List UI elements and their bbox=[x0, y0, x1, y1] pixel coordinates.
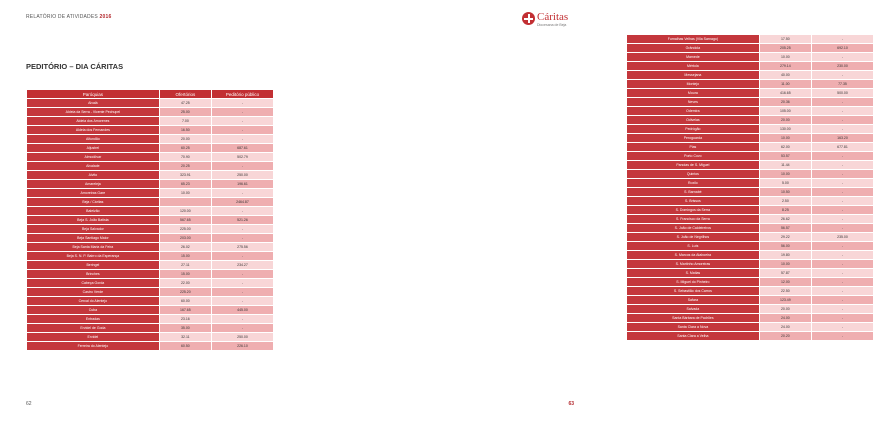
offering-value: 19.80 bbox=[760, 251, 811, 259]
parish-name: S. João de Negrilhos bbox=[627, 233, 759, 241]
table-row bbox=[627, 161, 873, 169]
table-row bbox=[27, 324, 273, 332]
offering-value: 105.00 bbox=[760, 107, 811, 115]
parish-name: Odivelas bbox=[627, 116, 759, 124]
parish-name: Beja S. João Batista bbox=[27, 216, 159, 224]
offering-value: 167.65 bbox=[160, 306, 211, 314]
offering-value: 60.00 bbox=[160, 297, 211, 305]
parish-name: Santa Clara a Velha bbox=[627, 332, 759, 340]
offering-value: 2.50 bbox=[760, 197, 811, 205]
offering-value: 29.22 bbox=[760, 233, 811, 241]
public-collection-value: - bbox=[812, 278, 873, 286]
public-collection-value: - bbox=[812, 71, 873, 79]
offering-value: 35.00 bbox=[160, 324, 211, 332]
parish-name: Amoreiras Gare bbox=[27, 189, 159, 197]
table-row bbox=[27, 180, 273, 188]
public-collection-value: 230.00 bbox=[812, 62, 873, 70]
table-row bbox=[627, 323, 873, 331]
parish-name: S. Barnabé bbox=[627, 188, 759, 196]
column-header-public-collection: Peditório público bbox=[212, 90, 273, 98]
parish-name: Amareleja bbox=[27, 180, 159, 188]
table-row bbox=[27, 135, 273, 143]
table-row bbox=[627, 251, 873, 259]
parish-name: S. Matias bbox=[627, 269, 759, 277]
table-row bbox=[627, 206, 873, 214]
public-collection-value: - bbox=[812, 116, 873, 124]
offering-value: 15.00 bbox=[160, 252, 211, 260]
offering-value: 70.90 bbox=[160, 153, 211, 161]
table-row bbox=[627, 116, 873, 124]
public-collection-value: - bbox=[212, 162, 273, 170]
public-collection-value: - bbox=[812, 215, 873, 223]
public-collection-value: 677.81 bbox=[812, 143, 873, 151]
public-collection-value: 692.10 bbox=[812, 44, 873, 52]
public-collection-value: 500.00 bbox=[812, 89, 873, 97]
offering-value: 205.25 bbox=[760, 44, 811, 52]
table-row bbox=[27, 297, 273, 305]
table-row bbox=[627, 170, 873, 178]
table-row bbox=[627, 44, 873, 52]
parish-name: S. João de Caldeireiros bbox=[627, 224, 759, 232]
table-row bbox=[627, 242, 873, 250]
table-row bbox=[627, 71, 873, 79]
offering-value: 20.36 bbox=[760, 98, 811, 106]
parish-name: Ervidel bbox=[27, 333, 159, 341]
offering-value: 225.00 bbox=[160, 225, 211, 233]
table-row bbox=[27, 288, 273, 296]
table-row bbox=[27, 243, 273, 251]
offering-value: 27.11 bbox=[160, 261, 211, 269]
parish-name: Odemira bbox=[627, 107, 759, 115]
offering-value: 10.00 bbox=[760, 134, 811, 142]
page-number-left: 62 bbox=[26, 401, 32, 407]
table-row bbox=[27, 108, 273, 116]
public-collection-value: - bbox=[212, 99, 273, 107]
table-row bbox=[27, 189, 273, 197]
offering-value: 10.00 bbox=[160, 189, 211, 197]
public-collection-value: - bbox=[812, 161, 873, 169]
column-header-offerings: Ofertórios bbox=[160, 90, 211, 98]
parish-name: S. Martinho Amoreiras bbox=[627, 260, 759, 268]
column-header-parishes: Paróquias bbox=[27, 90, 159, 98]
parish-name: Pias bbox=[627, 143, 759, 151]
offering-value: 53.57 bbox=[760, 152, 811, 160]
public-collection-value: - bbox=[212, 225, 273, 233]
offering-value: 24.00 bbox=[760, 314, 811, 322]
parish-name: Cuba bbox=[27, 306, 159, 314]
table-row bbox=[627, 278, 873, 286]
public-collection-value: - bbox=[812, 152, 873, 160]
parish-name: Mamede bbox=[627, 53, 759, 61]
offering-value: 120.00 bbox=[160, 207, 211, 215]
parish-name: Ferreira do Alentejo bbox=[27, 342, 159, 350]
offering-value: 62.00 bbox=[760, 143, 811, 151]
public-collection-value: 521.26 bbox=[212, 216, 273, 224]
parish-name: Grândola bbox=[627, 44, 759, 52]
table-row bbox=[627, 188, 873, 196]
public-collection-value: - bbox=[212, 315, 273, 323]
parish-name: Beringel bbox=[27, 261, 159, 269]
section-title: PEDITÓRIO – DIA CÁRITAS bbox=[26, 62, 124, 71]
table-row bbox=[627, 332, 873, 340]
offering-value: 279.14 bbox=[760, 62, 811, 70]
public-collection-value: - bbox=[812, 98, 873, 106]
offering-value: 10.00 bbox=[760, 170, 811, 178]
table-row bbox=[627, 233, 873, 241]
table-row bbox=[627, 35, 873, 43]
table-row bbox=[27, 333, 273, 341]
parish-name: Ervidel de Goda bbox=[27, 324, 159, 332]
table-row bbox=[27, 234, 273, 242]
parish-name: S. Francisco da Serra bbox=[627, 215, 759, 223]
table-row bbox=[627, 314, 873, 322]
offering-value: 8.25 bbox=[760, 206, 811, 214]
parish-name: Quintos bbox=[627, 170, 759, 178]
parish-name: Alvalá bbox=[27, 99, 159, 107]
table-row bbox=[627, 143, 873, 151]
offering-value: 40.00 bbox=[760, 71, 811, 79]
offering-value: 17.50 bbox=[760, 35, 811, 43]
public-collection-value: - bbox=[212, 270, 273, 278]
public-collection-value: 275.56 bbox=[212, 243, 273, 251]
parish-name: Mértola bbox=[627, 62, 759, 70]
public-collection-value: - bbox=[812, 107, 873, 115]
table-row bbox=[27, 171, 273, 179]
parish-name: Entradas bbox=[27, 315, 159, 323]
public-collection-value: - bbox=[812, 269, 873, 277]
offering-value: 57.87 bbox=[760, 269, 811, 277]
public-collection-value: 234.27 bbox=[212, 261, 273, 269]
table-row bbox=[27, 207, 273, 215]
table-row bbox=[27, 225, 273, 233]
public-collection-value: 502.79 bbox=[212, 153, 273, 161]
public-collection-value: - bbox=[812, 314, 873, 322]
parish-name: Furnalhas Velhas (Vila Sarnago) bbox=[627, 35, 759, 43]
report-year: 2016 bbox=[99, 14, 112, 20]
public-collection-value: - bbox=[212, 234, 273, 242]
table-row bbox=[627, 62, 873, 70]
parish-name: S. Brissos bbox=[627, 197, 759, 205]
table-row bbox=[627, 125, 873, 133]
offering-value: 22.00 bbox=[160, 279, 211, 287]
public-collection-value: 2464.87 bbox=[212, 198, 273, 206]
offering-value: 60.50 bbox=[160, 342, 211, 350]
table-row bbox=[27, 126, 273, 134]
offering-value: 15.00 bbox=[160, 270, 211, 278]
offering-value: 26.02 bbox=[160, 243, 211, 251]
parish-name: Aldeia dos Amorenes bbox=[27, 117, 159, 125]
caritas-cross-icon bbox=[522, 12, 535, 25]
logo-name: Cáritas bbox=[537, 11, 569, 23]
parish-name: Baleizão bbox=[27, 207, 159, 215]
offering-value: 130.00 bbox=[760, 125, 811, 133]
parish-name: Aldeia dos Fernandes bbox=[27, 126, 159, 134]
public-collection-value: - bbox=[812, 287, 873, 295]
parish-name: Beja S. N. P. Bairro da Esperança bbox=[27, 252, 159, 260]
parish-name: Pedrógão bbox=[627, 125, 759, 133]
donations-table-left bbox=[26, 89, 274, 351]
public-collection-value: - bbox=[812, 188, 873, 196]
parish-name: Santa Clara a Nova bbox=[627, 323, 759, 331]
parish-name: Castro Verde bbox=[27, 288, 159, 296]
offering-value: 32.11 bbox=[160, 333, 211, 341]
public-collection-value: - bbox=[812, 179, 873, 187]
public-collection-value: 235.00 bbox=[812, 233, 873, 241]
offering-value: 10.50 bbox=[760, 188, 811, 196]
table-row bbox=[627, 305, 873, 313]
report-title: RELATÓRIO DE ATIVIDADES bbox=[26, 14, 98, 20]
offering-value: 11.00 bbox=[760, 80, 811, 88]
parish-name: Messejana bbox=[627, 71, 759, 79]
table-row bbox=[627, 269, 873, 277]
parish-name: Alvalade bbox=[27, 162, 159, 170]
table-row bbox=[27, 198, 273, 206]
parish-name: Almodôvar bbox=[27, 153, 159, 161]
public-collection-value: - bbox=[212, 324, 273, 332]
parish-name: Brinches bbox=[27, 270, 159, 278]
parish-name: Alfundão bbox=[27, 135, 159, 143]
offering-value: 60.25 bbox=[160, 144, 211, 152]
offering-value: 56.00 bbox=[760, 242, 811, 250]
public-collection-value: 687.61 bbox=[212, 144, 273, 152]
table-row bbox=[627, 197, 873, 205]
public-collection-value: - bbox=[812, 251, 873, 259]
public-collection-value: - bbox=[212, 108, 273, 116]
table-row bbox=[627, 296, 873, 304]
public-collection-value: - bbox=[212, 117, 273, 125]
offering-value: 20.25 bbox=[160, 162, 211, 170]
offering-value bbox=[160, 198, 211, 206]
public-collection-value: - bbox=[212, 252, 273, 260]
public-collection-value: - bbox=[812, 224, 873, 232]
offering-value: 20.00 bbox=[160, 135, 211, 143]
parish-name: Aldeia da Serra - Vicente Pechupel bbox=[27, 108, 159, 116]
parish-name: S. Marcos da Ataboeira bbox=[627, 251, 759, 259]
public-collection-value: - bbox=[812, 260, 873, 268]
public-collection-value: - bbox=[812, 53, 873, 61]
parish-name: Montejo bbox=[627, 80, 759, 88]
public-collection-value: 250.00 bbox=[212, 333, 273, 341]
table-row bbox=[627, 134, 873, 142]
parish-name: Aljustrel bbox=[27, 144, 159, 152]
offering-value: 24.00 bbox=[760, 323, 811, 331]
table-row bbox=[627, 224, 873, 232]
public-collection-value: - bbox=[812, 296, 873, 304]
offering-value: 323.91 bbox=[160, 171, 211, 179]
left-page bbox=[0, 0, 300, 424]
offering-value: 20.00 bbox=[760, 305, 811, 313]
public-collection-value: - bbox=[212, 279, 273, 287]
parish-name: Beja / Cáritas bbox=[27, 198, 159, 206]
table-row bbox=[627, 80, 873, 88]
public-collection-value: - bbox=[812, 332, 873, 340]
parish-name: Beja Santa Maria da Feira bbox=[27, 243, 159, 251]
table-row bbox=[27, 162, 273, 170]
parish-name: S. Luís bbox=[627, 242, 759, 250]
parish-name: Peroguarda bbox=[627, 134, 759, 142]
table-row bbox=[627, 89, 873, 97]
table-row bbox=[27, 153, 273, 161]
public-collection-value: 196.61 bbox=[212, 180, 273, 188]
parish-name: Neves bbox=[627, 98, 759, 106]
table-row bbox=[27, 342, 273, 350]
table-row bbox=[27, 306, 273, 314]
table-row bbox=[627, 260, 873, 268]
offering-value: 203.00 bbox=[160, 234, 211, 242]
offering-value: 23.16 bbox=[160, 315, 211, 323]
public-collection-value: - bbox=[812, 206, 873, 214]
parish-name: Panoias de S. Miguel bbox=[627, 161, 759, 169]
offering-value: 10.00 bbox=[760, 53, 811, 61]
offering-value: 56.57 bbox=[760, 224, 811, 232]
public-collection-value: 250.00 bbox=[212, 171, 273, 179]
public-collection-value: - bbox=[812, 242, 873, 250]
donations-table-right bbox=[626, 34, 874, 341]
public-collection-value: - bbox=[212, 135, 273, 143]
offering-value: 47.25 bbox=[160, 99, 211, 107]
parish-name: S. Miguel do Pinheiro bbox=[627, 278, 759, 286]
table-row bbox=[27, 315, 273, 323]
offering-value: 20.00 bbox=[760, 116, 811, 124]
public-collection-value: - bbox=[212, 288, 273, 296]
report-header bbox=[26, 14, 111, 20]
offering-value: 25.00 bbox=[160, 108, 211, 116]
offering-value: 10.00 bbox=[760, 260, 811, 268]
public-collection-value: - bbox=[812, 35, 873, 43]
public-collection-value: - bbox=[812, 197, 873, 205]
public-collection-value: 445.00 bbox=[212, 306, 273, 314]
offering-value: 65.23 bbox=[160, 180, 211, 188]
parish-name: Beja Salvador bbox=[27, 225, 159, 233]
offering-value: 12.00 bbox=[760, 278, 811, 286]
offering-value: 26.62 bbox=[760, 215, 811, 223]
table-row bbox=[627, 287, 873, 295]
table-row bbox=[627, 152, 873, 160]
public-collection-value: 163.20 bbox=[812, 134, 873, 142]
parish-name: Moura bbox=[627, 89, 759, 97]
parish-name: Porto Covo bbox=[627, 152, 759, 160]
public-collection-value: - bbox=[812, 305, 873, 313]
parish-name: Salvada bbox=[627, 305, 759, 313]
parish-name: Beja Santiago Maior bbox=[27, 234, 159, 242]
table-row bbox=[27, 279, 273, 287]
parish-name: S. Sebastião dos Carros bbox=[627, 287, 759, 295]
public-collection-value: - bbox=[812, 323, 873, 331]
parish-name: Cabeça Gorda bbox=[27, 279, 159, 287]
offering-value: 11.44 bbox=[760, 161, 811, 169]
parish-name: Alvito bbox=[27, 171, 159, 179]
offering-value: 16.50 bbox=[160, 126, 211, 134]
table-row bbox=[27, 144, 273, 152]
table-row bbox=[627, 215, 873, 223]
offering-value: 22.50 bbox=[760, 287, 811, 295]
parish-name: Cercal do Alentejo bbox=[27, 297, 159, 305]
offering-value: 20.20 bbox=[760, 332, 811, 340]
public-collection-value: 77.35 bbox=[812, 80, 873, 88]
logo-subtitle: Diocesana de Beja bbox=[537, 23, 567, 27]
parish-name: Safara bbox=[627, 296, 759, 304]
table-row bbox=[627, 98, 873, 106]
caritas-logo bbox=[522, 10, 576, 32]
public-collection-value: - bbox=[212, 189, 273, 197]
page-number-right: 63 bbox=[568, 401, 574, 407]
table-row bbox=[27, 261, 273, 269]
table-row bbox=[27, 252, 273, 260]
public-collection-value: - bbox=[812, 170, 873, 178]
public-collection-value: - bbox=[812, 125, 873, 133]
parish-name: S. Domingos da Serra bbox=[627, 206, 759, 214]
table-row bbox=[627, 53, 873, 61]
offering-value: 5.00 bbox=[760, 179, 811, 187]
public-collection-value: 226.10 bbox=[212, 342, 273, 350]
offering-value: 567.65 bbox=[160, 216, 211, 224]
public-collection-value: - bbox=[212, 207, 273, 215]
table-row bbox=[27, 117, 273, 125]
offering-value: 7.00 bbox=[160, 117, 211, 125]
public-collection-value: - bbox=[212, 126, 273, 134]
table-row bbox=[27, 99, 273, 107]
table-row bbox=[627, 179, 873, 187]
public-collection-value: - bbox=[212, 297, 273, 305]
parish-name: Roxilo bbox=[627, 179, 759, 187]
table-row bbox=[627, 107, 873, 115]
table-row bbox=[27, 270, 273, 278]
table-row bbox=[27, 216, 273, 224]
parish-name: Santa Bárbara de Padrões bbox=[627, 314, 759, 322]
right-page bbox=[300, 0, 848, 424]
offering-value: 416.65 bbox=[760, 89, 811, 97]
offering-value: 225.20 bbox=[160, 288, 211, 296]
offering-value: 123.49 bbox=[760, 296, 811, 304]
